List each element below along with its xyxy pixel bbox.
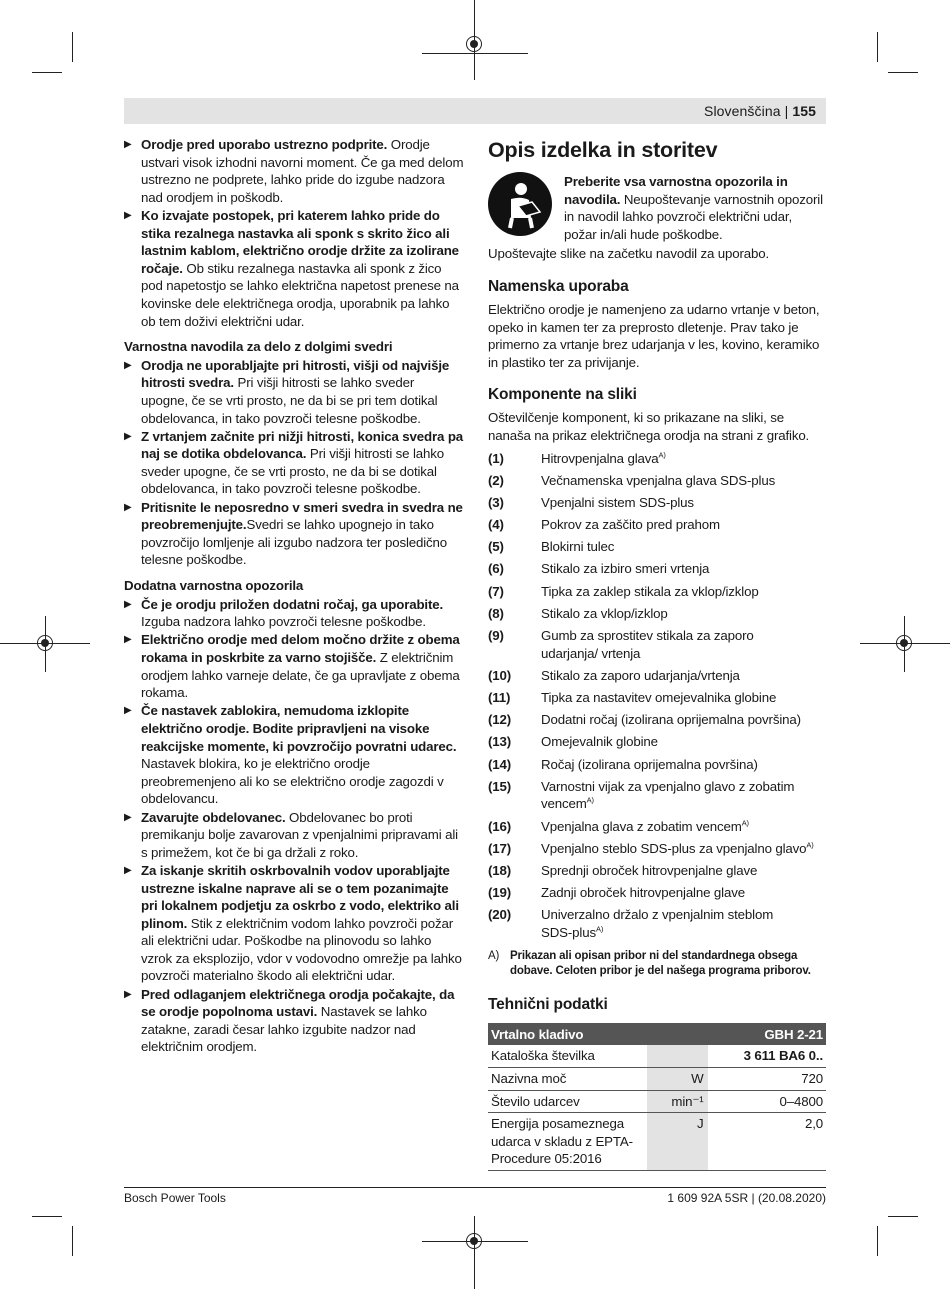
bullet-bold: Če je orodju priložen dodatni ročaj, ga uporabite. [141, 596, 444, 612]
component-label: Večnamenska vpenjalna glava SDS-plus [541, 472, 776, 488]
component-number: (3) [488, 494, 504, 510]
bullet-text: Pri višji hitrosti se lahko sveder upogne, če se vrti prosto, ne da bi se dotikal obdelovanca, in tako povzroči telesne poškodbe. [141, 446, 445, 497]
page-header [704, 103, 816, 119]
bullet-bold: Orodje pred uporabo ustrezno podprite. [141, 137, 388, 152]
bullet-text: Obdelovanec bo proti premikanju bolje zavarovan z vpenjalnimi pripravami ali s primežem, kot če bi ga držali z roko. [141, 809, 458, 860]
bullet-text: Svedri se lahko upognejo in tako povzročijo lomljenje ali izgubo nadzora ter posledično telesne poškodbe. [141, 517, 448, 568]
list-item [488, 605, 826, 623]
component-number: (13) [488, 734, 512, 750]
component-label: Stikalo za vklop/izklop [541, 605, 668, 621]
safety-bullet [124, 809, 464, 862]
component-number: (5) [488, 539, 504, 555]
safety-bullet [124, 631, 464, 701]
table-row [488, 1113, 826, 1171]
component-number: (6) [488, 561, 504, 577]
components-intro: Oštevilčenje komponent, ki so prikazane na sliki, se nanaša na prikaz električnega orodja na strani z grafiko. [488, 410, 810, 443]
footer-brand: Bosch Power Tools [124, 1191, 226, 1205]
warning-text [564, 172, 826, 243]
warning-bold: Preberite vsa varnostna opozorila in navodila. [564, 174, 788, 207]
component-label: Vpenjalna glava z zobatim vencem$^{A)}$ [541, 818, 749, 834]
bullet-text: Nastavek se lahko zatakne, zaradi česar lahko izgubite nadzor nad električnim orodjem. [141, 1004, 427, 1055]
components-list [488, 450, 826, 942]
component-label: Univerzalno držalo z vpenjalnim steblom SDS-plus$^{A)}$ [541, 907, 774, 940]
table-row [488, 1068, 826, 1091]
component-number: (17) [488, 840, 512, 856]
component-label: Pokrov za zaščito pred prahom [541, 517, 720, 533]
component-label: Ročaj (izolirana oprijemalna površina) [541, 756, 758, 772]
component-label: Vpenjalni sistem SDS-plus [541, 494, 694, 510]
drill-section-title: Varnostna navodila za delo z dolgimi svedri [124, 339, 393, 355]
table-cell-unit: J [647, 1113, 707, 1171]
component-number: (11) [488, 690, 511, 705]
page-number: 155 [792, 103, 816, 119]
bullet-text: Nastavek blokira, ko je električno orodje preobremenjeno ali ko se električno orodje zagozdi v obdelovancu. [141, 756, 444, 807]
table-header-product: Vrtalno kladivo [488, 1023, 708, 1045]
component-label: Dodatni ročaj (izolirana oprijemalna površina) [541, 712, 801, 728]
list-item [488, 560, 826, 578]
footnote-text: Prikazan ali opisan pribor ni del standardnega obsega dobave. Celoten pribor je del našega programa priborov. [510, 950, 811, 978]
component-label: Zadnji obroček hitrovpenjalne glave [541, 885, 745, 901]
bullet-bold: Za iskanje skritih oskrbovalnih vodov uporabljajte ustrezne iskalne naprave ali se o tem pozanimajte pri lokalnem podjetju za oskrbo z vodo, elektriko ali plinom. [141, 862, 459, 931]
bullet-bold: Orodja ne uporabljajte pri hitrosti, višji od najvišje hitrosti svedra. [141, 357, 450, 391]
component-label: Tipka za zaklep stikala za vklop/izklop [541, 583, 759, 599]
bullet-bold: Z vrtanjem začnite pri nižji hitrosti, konica svedra pa naj se dotika obdelovanca. [141, 428, 464, 462]
component-number: (18) [488, 862, 512, 878]
table-cell-label: Nazivna moč [488, 1068, 647, 1091]
component-number: (12) [488, 712, 512, 728]
list-item [488, 778, 826, 813]
safety-bullet [124, 357, 464, 427]
footer-divider [124, 1187, 826, 1188]
list-item [488, 538, 826, 556]
component-number: (20) [488, 907, 512, 923]
safety-bullet [124, 136, 464, 206]
table-cell-value: 720 [708, 1068, 826, 1091]
list-item [488, 583, 826, 601]
warning-block [488, 172, 826, 243]
footer-doc-id: 1 609 92A 5SR | (20.08.2020) [667, 1191, 826, 1205]
component-number: (9) [488, 628, 504, 644]
component-label: Hitrovpenjalna glava$^{A)}$ [541, 450, 666, 466]
safety-bullet [124, 207, 464, 330]
list-item [488, 450, 826, 468]
additional-section-title: Dodatna varnostna opozorila [124, 578, 304, 594]
list-item [488, 472, 826, 490]
component-label: Gumb za sprostitev stikala za zaporo udarjanja/ vrtenja [541, 628, 754, 661]
table-cell-unit [647, 1045, 707, 1067]
components-title: Komponente na sliki [488, 386, 637, 404]
section-title: Opis izdelka in storitev [488, 138, 718, 162]
component-label: Sprednji obroček hitrovpenjalne glave [541, 862, 758, 878]
footnote-label: A) [488, 950, 500, 963]
list-item [488, 711, 826, 729]
right-column [488, 136, 826, 1171]
list-item [488, 627, 826, 662]
list-item [488, 667, 826, 685]
tech-data-table [488, 1023, 826, 1171]
table-cell-value: 2,0 [708, 1113, 826, 1171]
table-row [488, 1090, 826, 1113]
component-number: (19) [488, 885, 512, 901]
intended-use-title: Namenska uporaba [488, 277, 629, 295]
bullet-text: Izguba nadzora lahko povzroči telesne poškodbe. [141, 614, 426, 630]
list-item [488, 733, 826, 751]
bullet-text: Stik z električnim vodom lahko povzroči požar ali električni udar. Poškodbe na plinovodu so lahko vzrok za eksplozijo, vdor v vodovodno omrežje pa lahko povzroči materialno škodo ali električni udar. [141, 915, 462, 984]
bullet-text: Orodje ustvari visok izhodni navorni moment. Če ga med delom ustrezno ne podprete, lahko pride do izgube nadzora nad orodjem in poškodb. [141, 137, 464, 205]
list-item [488, 689, 826, 707]
read-manual-icon [488, 172, 552, 236]
component-number: (1) [488, 450, 504, 466]
safety-bullet [124, 428, 464, 498]
header-language: Slovenščina [704, 103, 781, 119]
tech-data-title: Tehnični podatki [488, 996, 608, 1014]
component-number: (10) [488, 667, 512, 683]
list-item [488, 840, 826, 858]
safety-bullet [124, 596, 464, 631]
component-label: Varnostni vijak za vpenjalno glavo z zobatim vencem$^{A)}$ [541, 778, 795, 812]
bullet-bold: Pred odlaganjem električnega orodja počakajte, da se orodje popolnoma ustavi. [141, 986, 455, 1020]
figures-note: Upoštevajte slike na začetku navodil za uporabo. [488, 246, 770, 262]
table-cell-value: 0–4800 [708, 1090, 826, 1113]
component-number: (16) [488, 818, 512, 834]
table-cell-unit: min⁻¹ [647, 1090, 707, 1113]
list-item [488, 756, 826, 774]
table-header-model: GBH 2-21 [708, 1023, 826, 1045]
list-item [488, 516, 826, 534]
list-item [488, 818, 826, 836]
bullet-bold: Pritisnite le neposredno v smeri svedra in svedra ne preobremenjujte. [141, 499, 463, 533]
table-cell-label: Energija posameznega udarca v skladu z EPTA-Procedure 05:2016 [488, 1113, 647, 1171]
component-label: Vpenjalno steblo SDS-plus za vpenjalno glavo$^{A)}$ [541, 840, 814, 856]
bullet-text: Pri višji hitrosti se lahko sveder upogne, če se vrti prosto, ne da bi se pri tem dotikal obdelovanca, in tako povzroči telesne poškodbe. [141, 375, 438, 426]
list-item [488, 906, 826, 941]
bullet-text: Ob stiku rezalnega nastavka ali sponk z žico pod napetostjo se lahko električna napetost prenese na kovinske dele električnega orodja, uporabnik pa lahko ob tem doživi električni udar. [141, 260, 459, 329]
bullet-text: Z električnim orodjem lahko varneje delate, če ga upravljate z obema rokama. [141, 650, 460, 701]
component-label: Stikalo za zaporo udarjanja/vrtenja [541, 667, 740, 683]
bullet-bold: Zavarujte obdelovanec. [141, 809, 286, 825]
component-number: (15) [488, 778, 512, 794]
component-number: (8) [488, 605, 504, 621]
footnote [488, 949, 826, 979]
component-number: (14) [488, 756, 512, 772]
component-number: (4) [488, 517, 504, 533]
table-cell-label: Število udarcev [488, 1090, 647, 1113]
bullet-bold: Električno orodje med delom močno držite z obema rokama in poskrbite za varno stojišče. [141, 632, 460, 665]
table-cell-label: Kataloška številka [488, 1045, 647, 1067]
left-column [124, 136, 464, 1057]
bullet-bold: Ko izvajate postopek, pri katerem lahko pride do stika rezalnega nastavka ali sponk s skrito žico ali lastnim kablom, električno orodje držite za izolirane ročaje. [141, 207, 459, 276]
table-cell-value: 3 611 BA6 0.. [708, 1045, 826, 1067]
bullet-bold: Če nastavek zablokira, nemudoma izklopite električno orodje. Bodite pripravljeni na visoke reakcijske momente, ki povzročijo povratni udarec. [141, 703, 457, 754]
component-number: (2) [488, 472, 504, 488]
component-label: Omejevalnik globine [541, 734, 658, 750]
list-item [488, 494, 826, 512]
table-cell-unit: W [647, 1068, 707, 1091]
warning-body: Neupoštevanje varnostnih opozoril in navodil lahko povzroči električni udar, požar in/ali hude poškodbe. [564, 191, 823, 242]
list-item [488, 884, 826, 902]
table-row [488, 1045, 826, 1067]
component-label: Blokirni tulec [541, 539, 615, 555]
safety-bullet [124, 986, 464, 1056]
component-number: (7) [488, 583, 504, 599]
safety-bullet [124, 862, 464, 985]
header-separator: | [780, 103, 793, 119]
list-item [488, 862, 826, 880]
component-label: Stikalo za izbiro smeri vrtenja [541, 561, 710, 577]
component-label: Tipka za nastavitev omejevalnika globine [541, 690, 777, 705]
intended-use-text: Električno orodje je namenjeno za udarno vrtanje v beton, opeko in kamen ter za preprosto dletenje. Prav tako je primerno za vrtanje brez udarjanja v les, kovino, keramiko in plastiko ter za privijanje. [488, 301, 820, 370]
safety-bullet [124, 702, 464, 808]
table-header-row [488, 1023, 826, 1045]
safety-bullet [124, 499, 464, 569]
